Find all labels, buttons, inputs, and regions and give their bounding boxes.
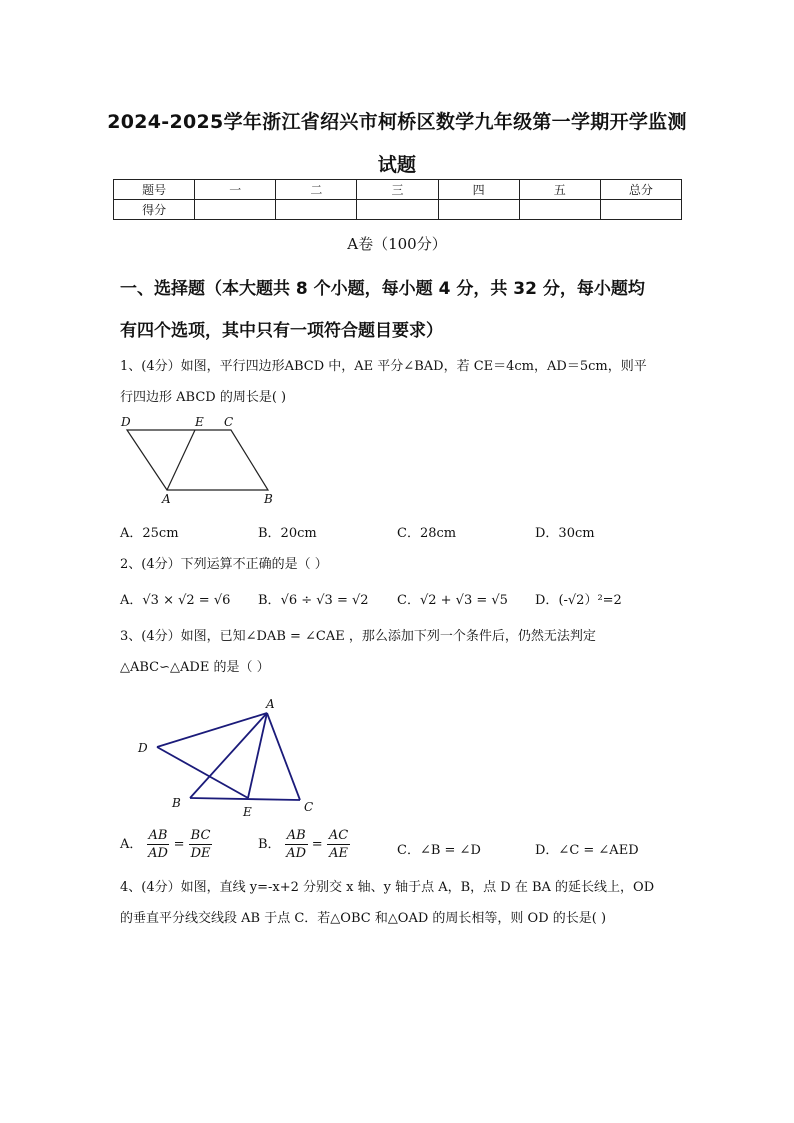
q2-text: 2、(4分）下列运算不正确的是（ ） bbox=[120, 557, 328, 572]
option-prefix: D． bbox=[535, 593, 559, 608]
q3-option-a: A． $\frac{AB}{AD}$ = $\frac{BC}{DE}$ bbox=[120, 828, 211, 861]
q1-option-a: A．25cm bbox=[120, 526, 179, 541]
score-input-cell bbox=[519, 200, 600, 220]
segment-bc bbox=[190, 798, 300, 800]
math-expression: √2 + √3 = √5 bbox=[419, 593, 508, 608]
score-input-cell bbox=[276, 200, 357, 220]
q3-text-line1: 3、(4分）如图，已知∠DAB = ∠CAE ，那么添加下列一个条件后，仍然无法判定 bbox=[120, 629, 596, 644]
score-input-cell bbox=[438, 200, 519, 220]
score-cell: 五 bbox=[519, 180, 600, 200]
q3-option-d: D．∠C = ∠AED bbox=[535, 843, 639, 858]
option-prefix: A． bbox=[120, 593, 143, 608]
label-c: C bbox=[224, 415, 234, 429]
option-prefix: B． bbox=[258, 837, 281, 852]
q1-option-d: D．30cm bbox=[535, 526, 595, 541]
score-cell: 二 bbox=[276, 180, 357, 200]
label-a: A bbox=[162, 492, 171, 506]
option-prefix: C． bbox=[397, 593, 420, 608]
fraction: $\frac{BC}{DE}$ bbox=[190, 828, 211, 861]
math-expression: √3 × √2 = √6 bbox=[142, 593, 231, 608]
fraction: $\frac{AB}{AD}$ bbox=[286, 828, 307, 861]
math-expression: √6 ÷ √3 = √2 bbox=[280, 593, 369, 608]
q2-option-b bbox=[258, 589, 369, 608]
exam-title-line2: 试题 bbox=[377, 154, 417, 176]
exam-title-line1: 2024-2025学年浙江省绍兴市柯桥区数学九年级第一学期开学监测 bbox=[107, 111, 687, 133]
segment-ae bbox=[167, 430, 195, 490]
q3-option-c: C．∠B = ∠D bbox=[397, 843, 481, 858]
score-input-cell bbox=[195, 200, 276, 220]
math-expression: (-√2）²=2 bbox=[558, 593, 622, 608]
score-table-score-row bbox=[114, 200, 682, 220]
score-table-header-row bbox=[114, 180, 682, 200]
q2-option-a bbox=[120, 589, 230, 608]
q4-text-line1: 4、(4分）如图，直线 y=-x+2 分别交 x 轴、y 轴于点 A，B，点 D 在 BA 的延长线上，OD bbox=[120, 880, 655, 895]
q2-option-d bbox=[535, 589, 622, 608]
score-table bbox=[113, 179, 682, 220]
fraction: $\frac{AC}{AE}$ bbox=[328, 828, 349, 861]
label-e: E bbox=[195, 415, 204, 429]
label-e: E bbox=[243, 805, 252, 819]
segment-ac bbox=[267, 713, 300, 800]
section-heading-line2: 有四个选项，其中只有一项符合题目要求） bbox=[120, 321, 443, 341]
q3-triangle-figure bbox=[130, 694, 330, 819]
q1-parallelogram-figure bbox=[115, 412, 285, 510]
section-heading-line1: 一、选择题（本大题共 8 个小题，每小题 4 分，共 32 分，每小题均 bbox=[120, 279, 645, 299]
q3-text-line2: △ABC∽△ADE 的是（ ） bbox=[120, 660, 270, 675]
label-d: D bbox=[121, 415, 131, 429]
score-cell: 题号 bbox=[114, 180, 195, 200]
q1-option-c: C．28cm bbox=[397, 526, 457, 541]
label-b: B bbox=[172, 796, 181, 810]
q1-text-line1: 1、(4分）如图，平行四边形ABCD 中，AE 平分∠BAD，若 CE＝4cm，AD＝5cm，则平 bbox=[120, 359, 647, 374]
score-cell: 四 bbox=[438, 180, 519, 200]
volume-heading: A卷（100分） bbox=[347, 235, 447, 253]
score-cell: 得分 bbox=[114, 200, 195, 220]
label-d: D bbox=[138, 741, 148, 755]
score-input-cell bbox=[357, 200, 438, 220]
score-cell: 一 bbox=[195, 180, 276, 200]
q1-option-b: B．20cm bbox=[258, 526, 317, 541]
score-cell: 三 bbox=[357, 180, 438, 200]
score-input-cell bbox=[600, 200, 681, 220]
label-a: A bbox=[266, 697, 275, 711]
option-prefix: B． bbox=[258, 593, 281, 608]
q4-text-line2: 的垂直平分线交线段 AB 于点 C．若△OBC 和△OAD 的周长相等，则 OD 的长是( ) bbox=[120, 911, 607, 926]
parallelogram-abcd bbox=[127, 430, 268, 490]
segment-ae bbox=[248, 713, 267, 798]
q1-text-line2: 行四边形 ABCD 的周长是( ) bbox=[120, 390, 287, 405]
score-cell: 总分 bbox=[600, 180, 681, 200]
label-b: B bbox=[264, 492, 273, 506]
q2-option-c bbox=[397, 589, 508, 608]
option-prefix: A． bbox=[120, 837, 143, 852]
segment-de bbox=[157, 747, 248, 798]
q3-option-b: B． $\frac{AB}{AD}$ = $\frac{AC}{AE}$ bbox=[258, 828, 349, 861]
label-c: C bbox=[304, 800, 314, 814]
fraction: $\frac{AB}{AD}$ bbox=[148, 828, 168, 861]
